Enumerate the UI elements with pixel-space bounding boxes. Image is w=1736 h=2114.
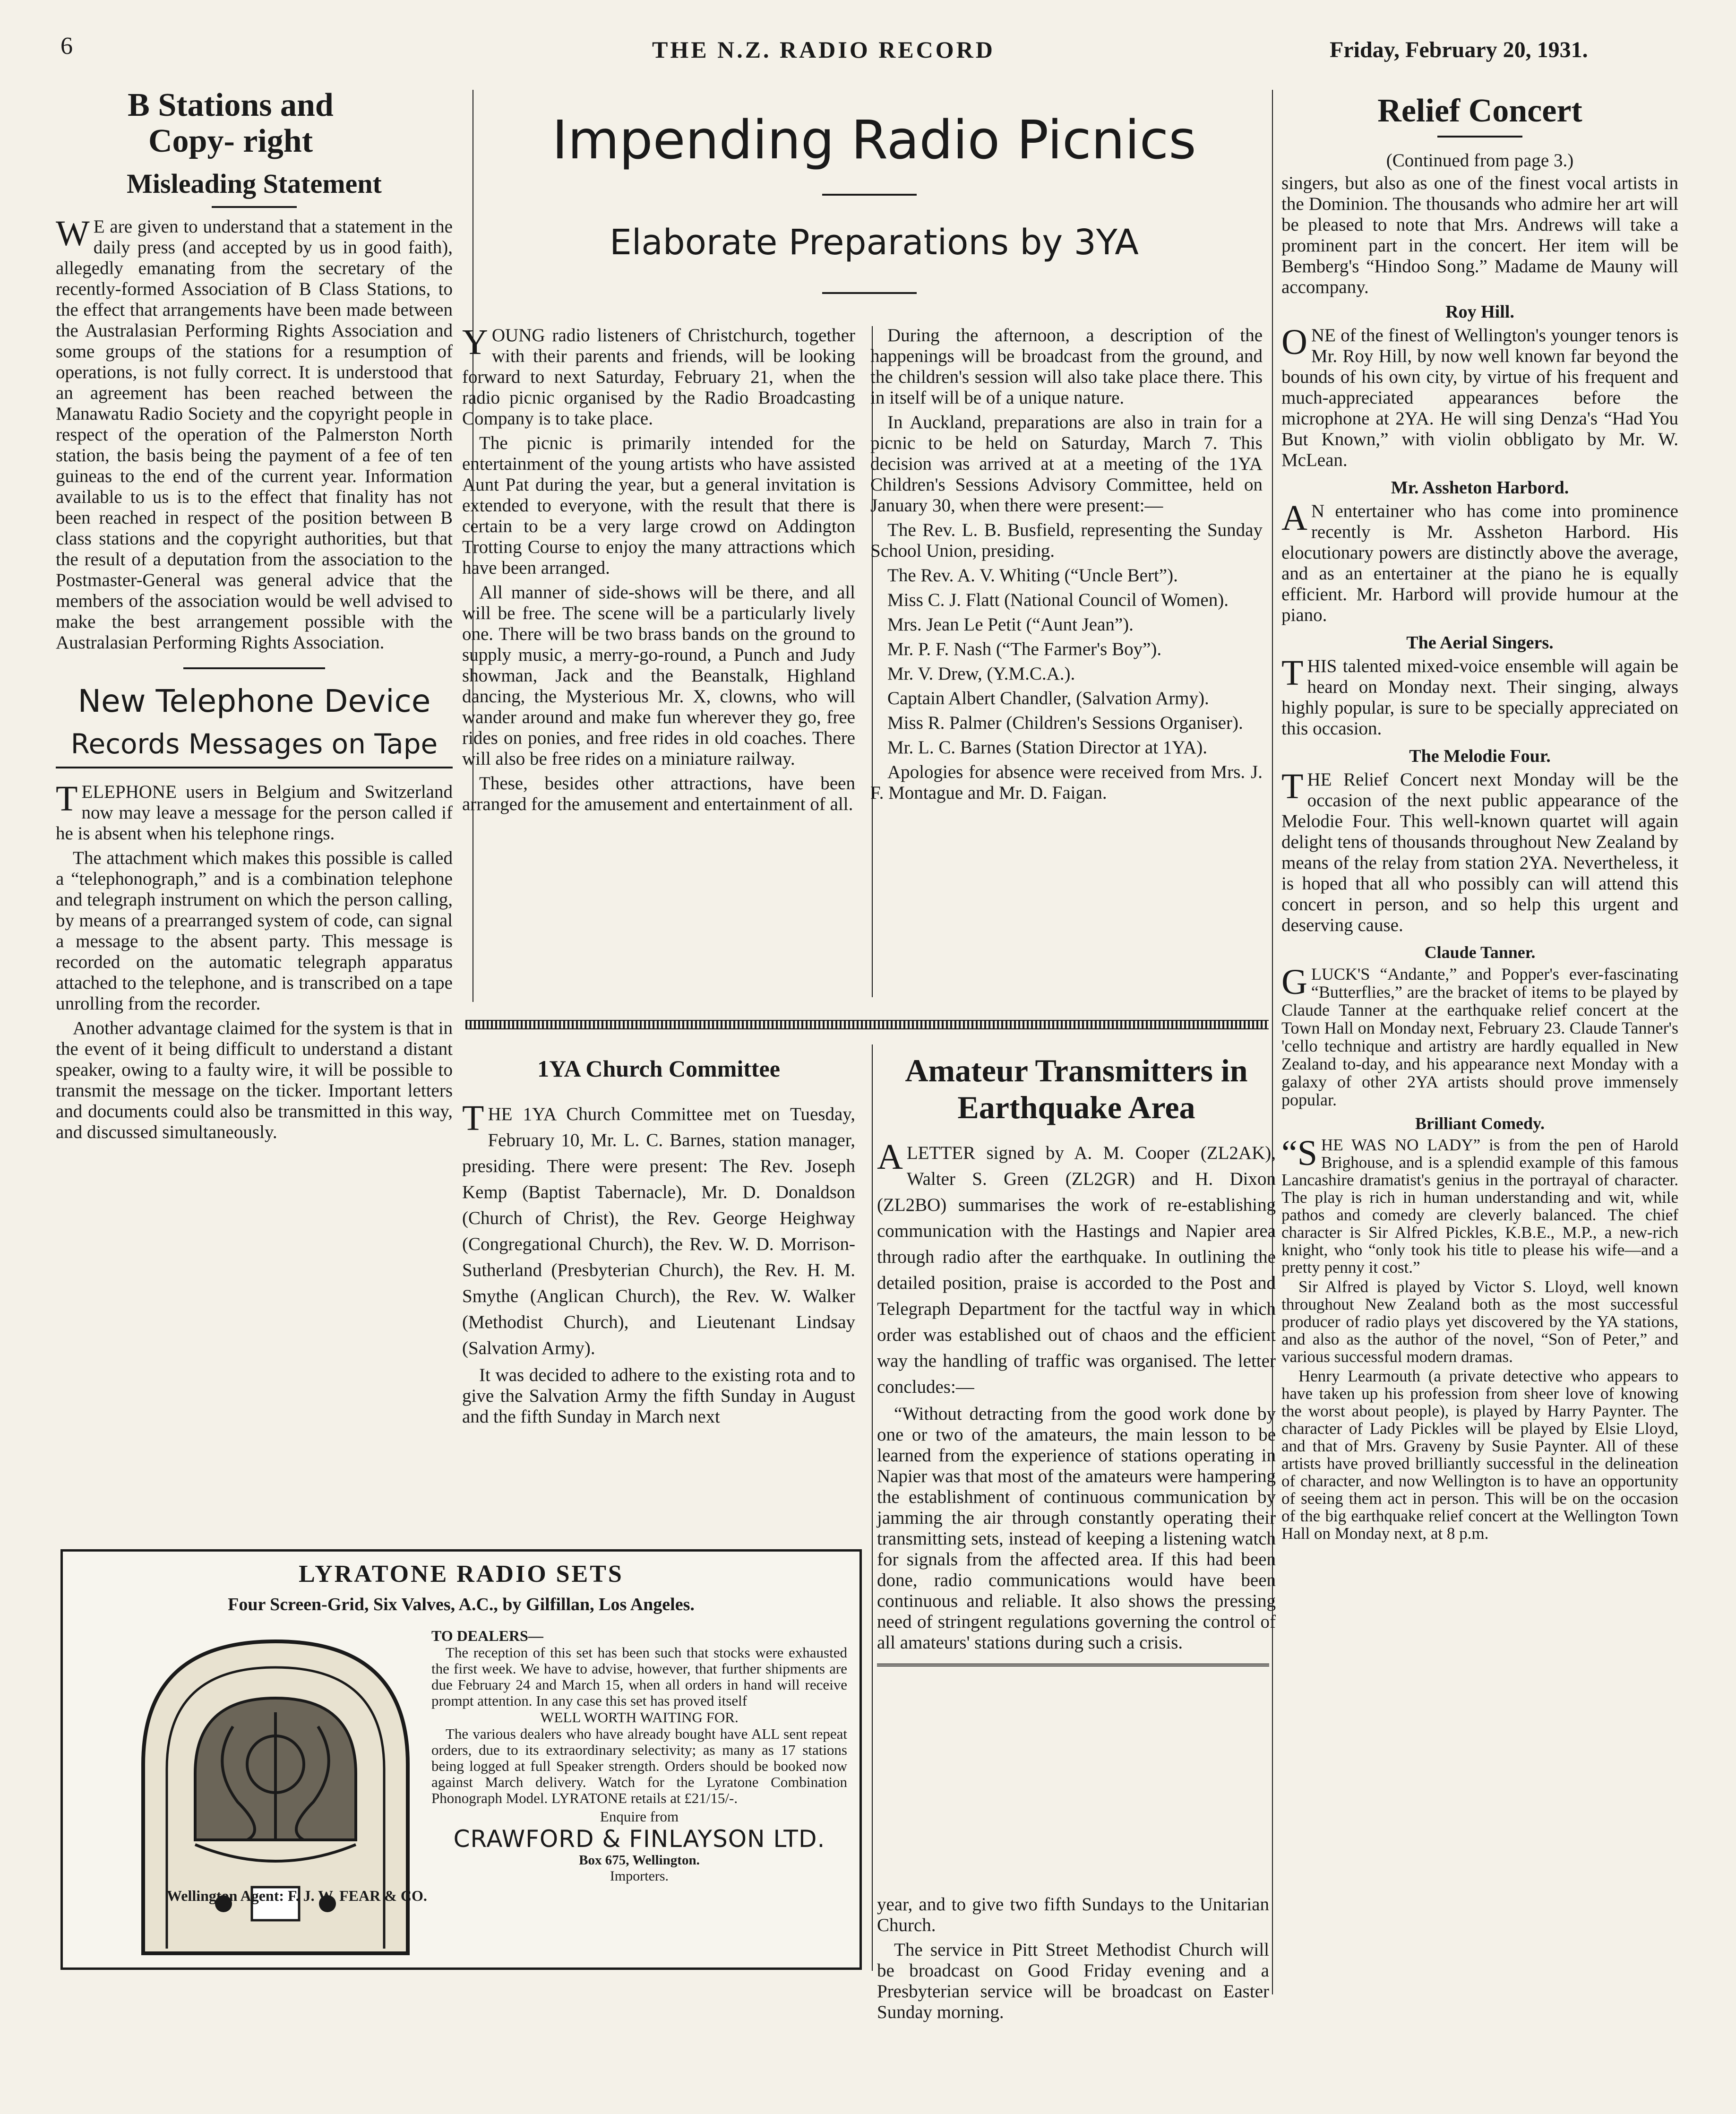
paper-title: THE N.Z. RADIO RECORD [652, 36, 995, 63]
divider [212, 206, 297, 208]
article-paragraph: YOUNG radio listeners of Christchurch, together with their parents and friends, will be looking forward to next Saturday, February 21, when the radio picnic organised by the Radio Broadcasting Company is to take place. [462, 322, 855, 429]
member-line: Mr. L. C. Barnes (Station Director at 1YA). [887, 737, 1207, 758]
issue-date: Friday, February 20, 1931. [1330, 37, 1588, 62]
member-line: Mr. P. F. Nash (“The Farmer's Boy”). [887, 639, 1162, 659]
member-line: The Rev. L. B. Busfield, representing the Sunday School Union, presiding. [870, 520, 1263, 561]
ad-worth-waiting: WELL WORTH WAITING FOR. [540, 1709, 739, 1726]
section-heading: Claude Tanner. [1424, 943, 1536, 962]
radio-cabinet-illustration [115, 1622, 436, 1963]
article-paragraph: It was decided to adhere to the existing rota and to give the Salvation Army the fifth Sunday in August and the fifth Sunday in March next [462, 1365, 855, 1427]
church-continued [877, 1894, 1269, 2027]
dropcap: W [56, 214, 90, 253]
section-heading: Mr. Assheton Harbord. [1391, 478, 1569, 498]
ad-enquire: Enquire from [600, 1808, 679, 1825]
article-title: B Stations and Copy- right [128, 87, 334, 159]
article-paragraph: THE 1YA Church Committee met on Tuesday, February 10, Mr. L. C. Barnes, station manager, presiding. There were present: The Rev. Joseph Kemp (Baptist Tabernacle), Mr. D. Donaldson (Church of Christ), the Rev. George Heighway (Congregational Church), the Rev. W. D. Morrison-Sutherland (Presbyterian Church), the Rev. H. M. Smythe (Anglican Church), the Rev. W. Walker (Methodist Church), and Lieutenant Lindsay (Salvation Army). [462, 1098, 855, 1358]
article-subtitle: Misleading Statement [127, 168, 382, 199]
continued-note: (Continued from page 3.) [1386, 150, 1574, 171]
divider [877, 1664, 1269, 1666]
relief-concert-article [1281, 92, 1678, 1546]
article-title: New Telephone Device [77, 683, 431, 719]
article-paragraph: W E are given to understand that a statement in the daily press (and accepted by us in good faith), allegedly emanating from the secretary of the recently-formed Association of B Class Stations, to the effect that arrangements have been made between the Australasian Performing Rights Association and some groups of the stations for a resumption of operations, is not fully correct. It is understood that an agreement has been reached between the Manawatu Radio Society and the copyright people in respect of the operation of the Palmerston North station, the basis being the payment of a fee of ten guineas to the end of the current year. Information available to us is to the effect that finality has not been reached in respect of the position between B class stations and the copyright authorities, but that the result of a deputation from the association to the Postmaster-General was general advice that the members of the association would be well advised to make the best arrangement possible with the Australasian Performing Rights Association. [56, 214, 453, 653]
dropcap: T [1281, 653, 1304, 693]
article-paragraph: singers, but also as one of the finest vocal artists in the Dominion. The thousands who admire her art will be pleased to note that Mrs. Andrews will take a prominent part in the concert. Her item will be Bemberg's “Hindoo Song.” Madame de Mauny will accompany. [1281, 173, 1678, 297]
amateur-article [877, 1052, 1276, 1666]
article-paragraph: THE Relief Concert next Monday will be the occasion of the next public appearance of the Melodie Four. This well-known quartet will again delight tens of thousands throughout New Zealand by means of the relay from station 2YA. Nevertheless, it is hoped that all who possibly can will attend this concert in person, and so help this urgent and deserving cause. [1281, 767, 1678, 935]
dropcap: A [877, 1137, 903, 1177]
lyratone-advertisement [60, 1549, 862, 1970]
section-heading: The Aerial Singers. [1406, 633, 1554, 653]
article-paragraph: During the afternoon, a description of the happenings will be broadcast from the ground, and the children's session will also take place there. This in itself will be of a unique nature. [870, 325, 1263, 408]
divider [56, 767, 453, 768]
dropcap: T [462, 1098, 484, 1138]
article-paragraph: “Without detracting from the good work done by one or two of the amateurs, the main lesson to be learned from the experience of stations operating in Napier was that most of the amateurs were hampering the establishment of continuous communication by jamming the air through constantly operating their transmitting sets, instead of keeping a listening watch for signals from the affected area. If this had been done, radio communications would have been continuous and reliable. It also shows the pressing need of stringent regulations governing the control of all amateurs' stations during such a crisis. [877, 1404, 1276, 1653]
article-paragraph: ONE of the finest of Wellington's younger tenors is Mr. Roy Hill, by now well known far beyond the bounds of his own city, by virtue of his frequent and much-appreciated appearances before the microphone at 2YA. He will sing Denza's “Had You But Known,” with violin obbligato by Mr. W. McLean. [1281, 322, 1678, 470]
member-line: Mr. V. Drew, (Y.M.C.A.). [887, 664, 1075, 684]
divider [183, 667, 325, 669]
ad-subtitle: Four Screen-Grid, Six Valves, A.C., by Gilfillan, Los Angeles. [228, 1595, 695, 1614]
divider [822, 194, 917, 196]
church-article [462, 1052, 855, 1431]
picnics-title: Impending Radio Picnics [552, 110, 1196, 171]
member-line: Mrs. Jean Le Petit (“Aunt Jean”). [887, 614, 1134, 635]
picnics-col-1 [462, 322, 855, 819]
section-heading: Roy Hill. [1445, 302, 1514, 322]
article-paragraph: Henry Learmouth (a private detective who appears to have taken up his profession from sheer love of knowing the worst about people), is played by Harry Paynter. The character of Lady Pickles will be played by Elsie Lloyd, and that of Mrs. Graveny by Susie Paynter. All of these artists have proved brilliantly successful in the delineation of character, and now Wellington is to have an opportunity of seeing them act in person. This will be on the occasion of the big earthquake relief concert at the Wellington Town Hall on Monday next, at 8 p.m. [1281, 1367, 1678, 1543]
member-line: Miss C. J. Flatt (National Council of Women). [887, 590, 1229, 610]
article-paragraph: TELEPHONE users in Belgium and Switzerland now may leave a message for the person called if he is absent when his telephone rings. [56, 779, 453, 844]
article-paragraph: Sir Alfred is played by Victor S. Lloyd, well known throughout New Zealand both as the most successful producer of radio plays yet discovered by the YA stations, and also as the author of the novel, “Son of Peter,” and various successful modern dramas. [1281, 1277, 1678, 1366]
ad-title: LYRATONE RADIO SETS [299, 1561, 624, 1588]
picnics-col-2 [870, 325, 1263, 807]
article-paragraph: The attachment which makes this possible is called a “telephonograph,” and is a combination telephone and telegraph instrument on which the person calling, by means of a prearranged system of code, can signal a message to the absent party. This message is recorded on the automatic telegraph apparatus attached to the telephone, and is transcribed on a tape unrolling from the recorder. [56, 848, 453, 1014]
dropcap: T [56, 779, 78, 819]
ornamental-divider [465, 1020, 1269, 1029]
divider [822, 292, 917, 294]
article-paragraph: Another advantage claimed for the system is that in the event of it being difficult to understand a distant speaker, owing to a faulty wire, it will be possible to transmit the message on the ticker. Important letters and documents could also be transmitted in this way, and discussed simultaneously. [56, 1018, 453, 1142]
section-heading: Brilliant Comedy. [1415, 1114, 1545, 1133]
article-paragraph: “SHE WAS NO LADY” is from the pen of Harold Brighouse, and is a splendid example of this famous Lancashire dramatist's genius in the portrayal of character. The play is rich in human understanding and wit, while pathos and comedy are cleverly balanced. The chief character is Sir Alfred Pickles, K.B.E., M.P., a new-rich knight, who “only took his title to please his wife—and a pretty penny it cost.” [1281, 1133, 1678, 1277]
divider [1437, 136, 1522, 138]
article-title: 1YA Church Committee [537, 1055, 780, 1082]
dropcap: Y [462, 322, 488, 362]
dropcap: “S [1281, 1133, 1317, 1173]
dropcap: O [1281, 322, 1307, 362]
article-paragraph: ALETTER signed by A. M. Cooper (ZL2AK), Walter S. Green (ZL2GR) and H. Dixon (ZL2BO) summarises the work of re-establishing communication with the Hastings and Napier area through radio after the earthquake. In outlining the detailed position, praise is accorded to the Post and Telegraph Department for the tactful way in which order was established out of chaos and the efficient way the handling of traffic was organised. The letter concludes:— [877, 1137, 1276, 1397]
ad-to-dealers: TO DEALERS— [431, 1627, 543, 1644]
ad-box: Box 675, Wellington. [579, 1853, 700, 1868]
article-paragraph: All manner of side-shows will be there, and all will be free. The scene will be a particularly lively one. There will be two brass bands on the ground to supply music, a merry-go-round, a Punch and Judy showman, Jack and the Beanstalk, Highland dancing, the Mysterious Mr. X, clowns, who will wander around and make fun wherever they go, free rides on ponies, and free rides in old coaches. There will also be free rides on a miniature railway. [462, 582, 855, 769]
article-title: Amateur Transmitters in Earthquake Area [905, 1053, 1248, 1125]
b-stations-article [56, 87, 453, 1147]
ad-paragraph: The various dealers who have already bought have ALL sent repeat orders, due to its extraordinary selectivity; as many as 17 stations being logged at full Speaker strength. Orders should be booked now against March delivery. Watch for the Lyratone Combination Phonograph Model. LYRATONE retails at £21/15/-. [431, 1726, 847, 1806]
article-paragraph: The service in Pitt Street Methodist Church will be broadcast on Good Friday evening and a Presbyterian service will be broadcast on Easter Sunday morning. [877, 1940, 1269, 2022]
article-title: Relief Concert [1377, 93, 1582, 129]
article-paragraph: In Auckland, preparations are also in train for a picnic to be held on Saturday, March 7. This decision was arrived at at a meeting of the 1YA Children's Sessions Advisory Committee, held on January 30, when there were present:— [870, 412, 1263, 516]
article-paragraph: GLUCK'S “Andante,” and Popper's ever-fascinating “Butterflies,” are the bracket of items to be played by Claude Tanner at the earthquake relief concert at the Town Hall on Monday next, February 23. Claude Tanner's 'cello technique and artistry are hardly equalled in New Zealand to-day, and his appearance next Monday with a galaxy of other 2YA artists should prove immensely popular. [1281, 962, 1678, 1109]
member-line: Miss R. Palmer (Children's Sessions Organiser). [887, 713, 1243, 733]
column-rule [1272, 90, 1273, 1994]
member-line: Apologies for absence were received from Mrs. J. F. Montague and Mr. D. Faigan. [870, 762, 1263, 803]
page-number: 6 [60, 33, 73, 60]
column-rule [872, 1044, 873, 1971]
section-heading: The Melodie Four. [1409, 746, 1551, 766]
article-paragraph: The picnic is primarily intended for the entertainment of the young artists who have assisted Aunt Pat during the year, but a general invitation is extended to everyone, with the result that there is certain to be a very large crowd on Addington Trotting Course to enjoy the many attractions which have been arranged. [462, 433, 855, 578]
ad-body [167, 1627, 847, 1905]
ad-paragraph: The reception of this set has been such that stocks were exhausted the first week. We have to advise, however, that further shipments are due February 24 and March 15, when all orders in hand will receive prompt attention. In any case this set has proved itself [431, 1644, 847, 1709]
article-paragraph: year, and to give two fifth Sundays to the Unitarian Church. [877, 1894, 1269, 1935]
article-subtitle: Records Messages on Tape [70, 728, 438, 760]
article-paragraph: A N entertainer who has come into prominence recently is Mr. Assheton Harbord. His elocutionary powers are distinctly above the average, and as an entertainer at the piano he is equally efficient. Mr. Harbord will provide humour at the piano. [1281, 498, 1678, 625]
member-line: Captain Albert Chandler, (Salvation Army). [887, 688, 1209, 708]
dropcap: G [1281, 962, 1307, 1002]
ad-company: CRAWFORD & FINLAYSON LTD. [453, 1825, 825, 1853]
article-paragraph: THIS talented mixed-voice ensemble will again be heard on Monday next. Their singing, always highly popular, is sure to be specially appreciated on this occasion. [1281, 653, 1678, 739]
article-paragraph: These, besides other attractions, have been arranged for the amusement and entertainment of all. [462, 773, 855, 814]
ad-importers: Importers. [610, 1868, 669, 1884]
dropcap: A [1281, 498, 1307, 538]
dropcap: T [1281, 767, 1304, 806]
picnics-subtitle: Elaborate Preparations by 3YA [610, 222, 1139, 263]
ad-agent: Wellington Agent: F. J. W. FEAR & CO. [167, 1887, 427, 1904]
member-line: The Rev. A. V. Whiting (“Uncle Bert”). [887, 565, 1178, 586]
